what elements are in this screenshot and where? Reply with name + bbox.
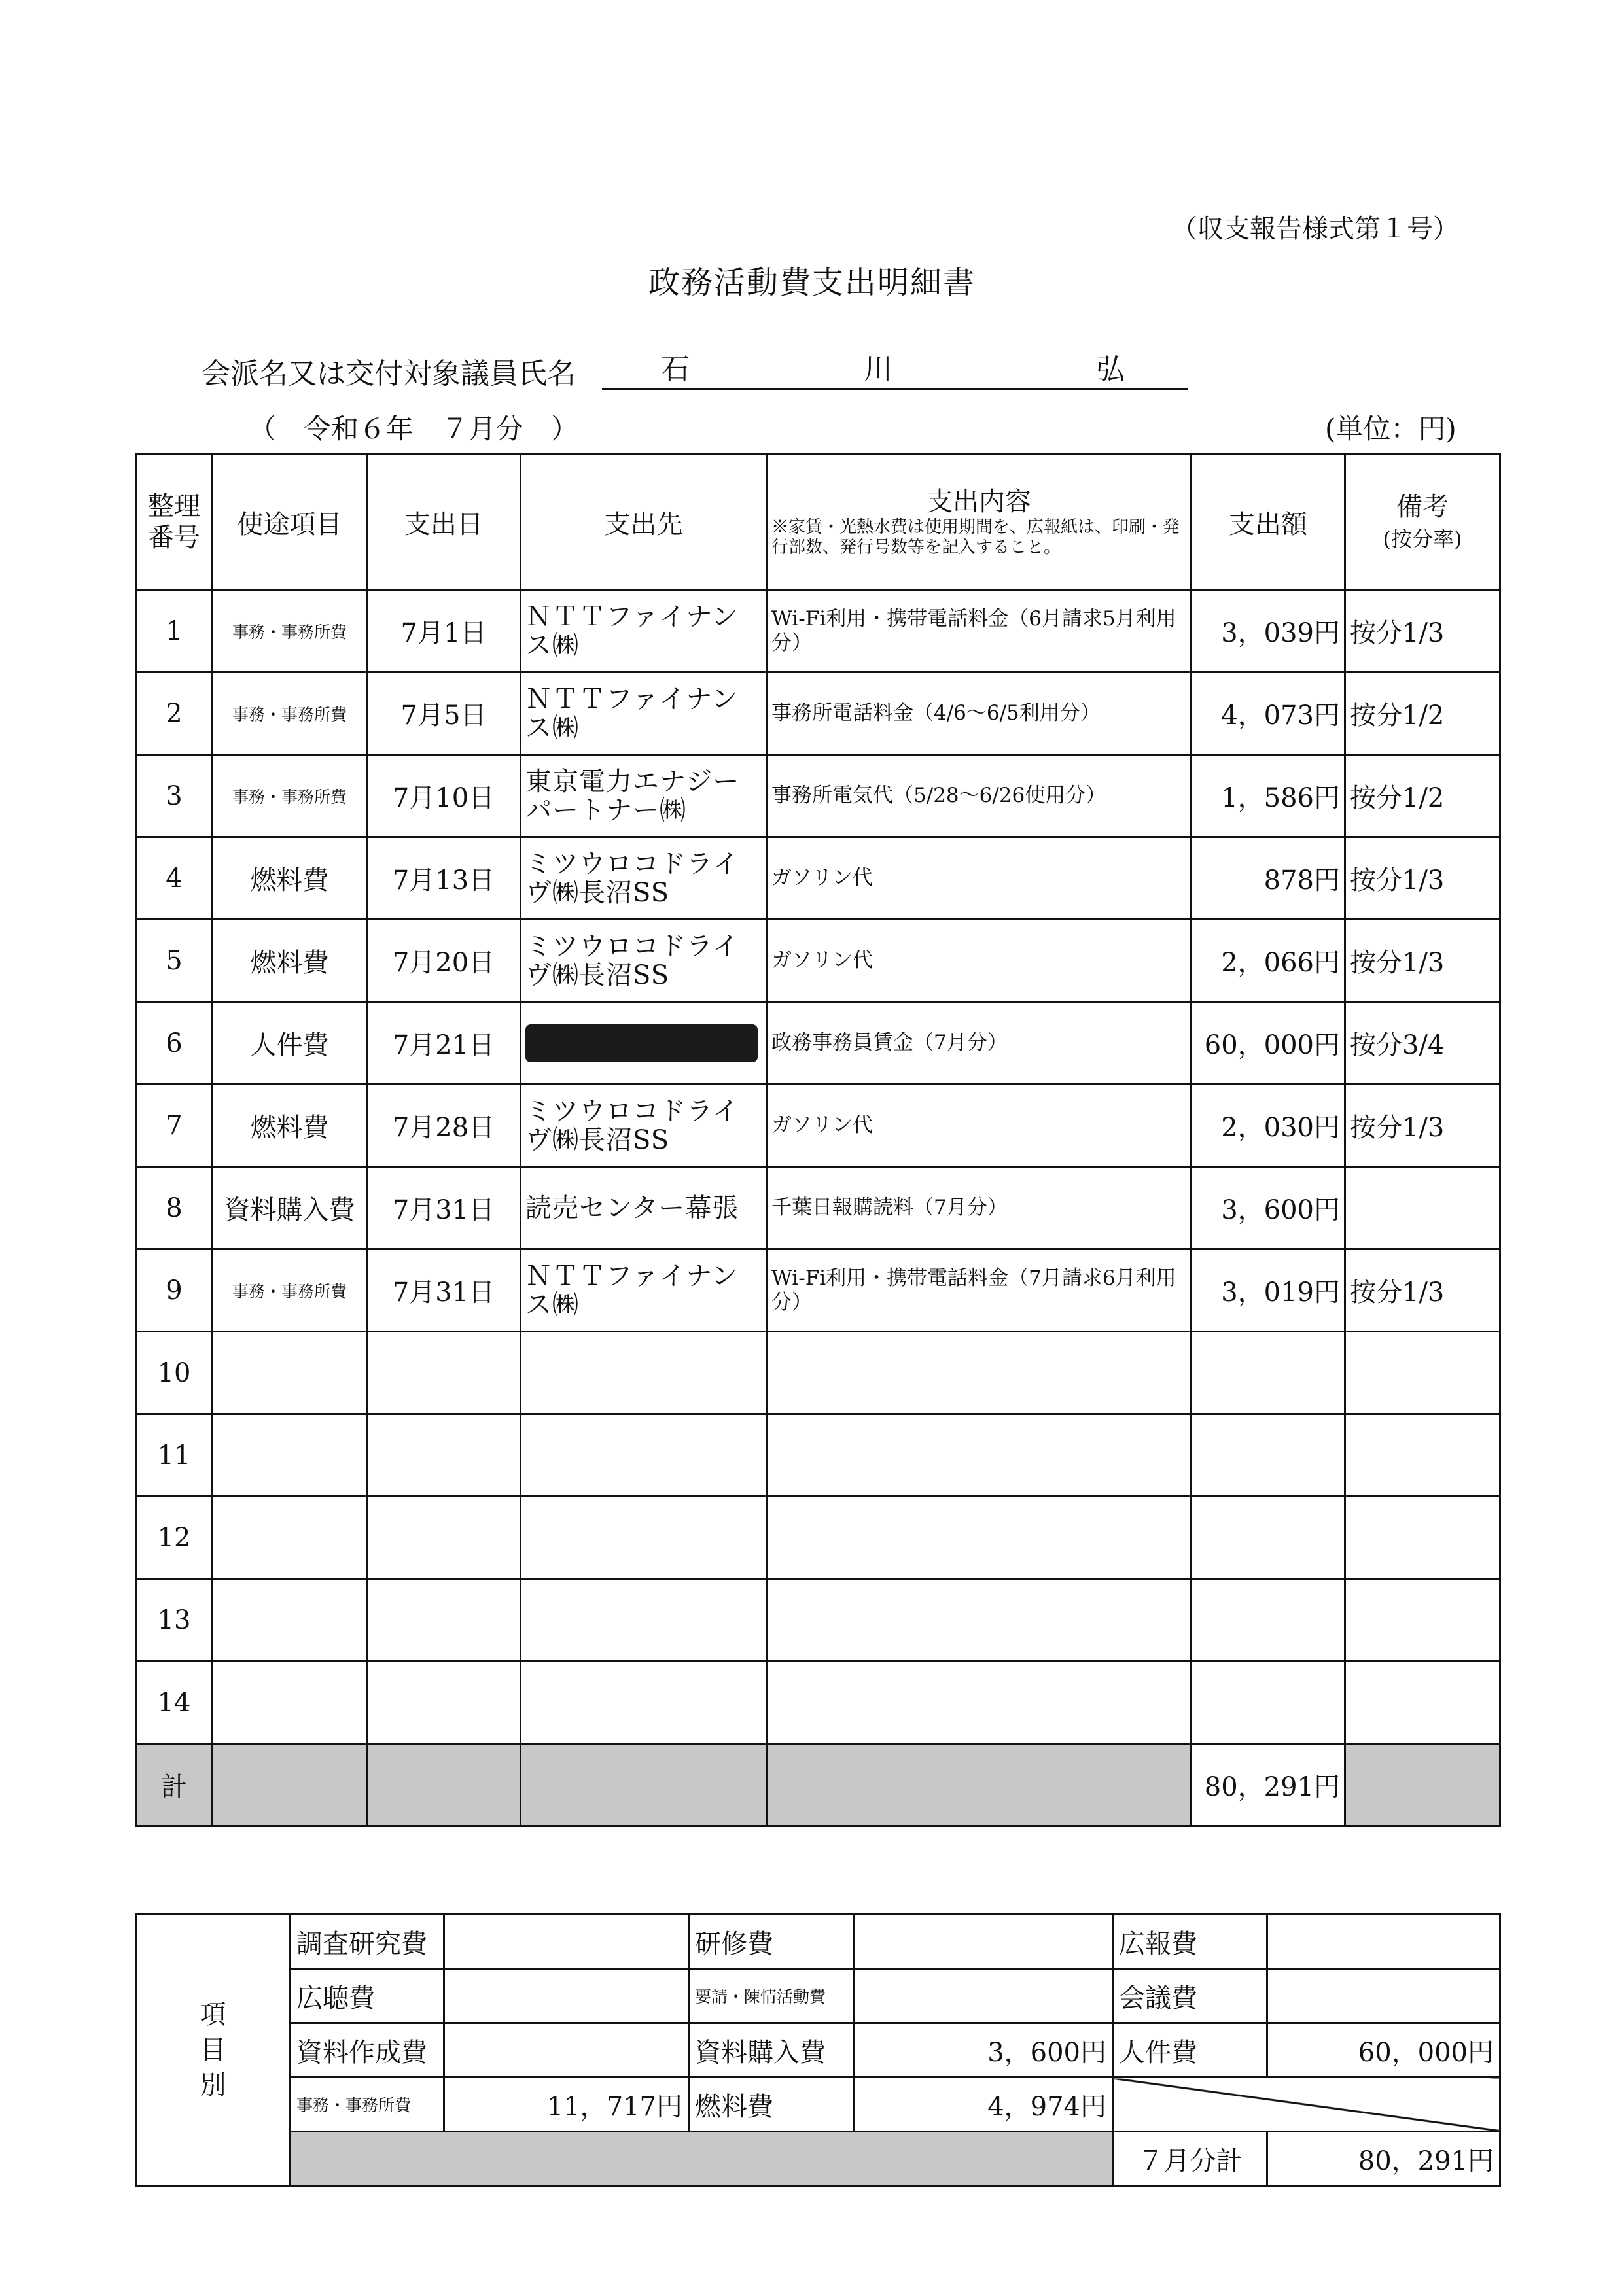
- table-row: [136, 672, 1500, 755]
- office-value: 11，717円: [444, 2078, 689, 2132]
- row-date: [367, 1579, 521, 1661]
- row-category: 燃料費: [213, 837, 367, 920]
- table-row: [136, 1497, 1500, 1579]
- row-no: 2: [136, 672, 213, 755]
- row-date: [367, 1497, 521, 1579]
- report-period: （ 令和６年 ７月分 ）: [249, 413, 579, 445]
- member-name-underline: [602, 388, 1188, 390]
- row-content: [767, 1497, 1192, 1579]
- row-amount: 3，600円: [1192, 1167, 1345, 1249]
- row-category: [213, 1414, 367, 1497]
- material-creation-label: 資料作成費: [291, 2023, 444, 2078]
- row-content: Wi-Fi利用・携帯電話料金（7月請求6月利用分）: [767, 1249, 1192, 1332]
- row-date: 7月31日: [367, 1249, 521, 1332]
- row-amount: 2，066円: [1192, 920, 1345, 1002]
- row-content: [767, 1579, 1192, 1661]
- row-no: 1: [136, 590, 213, 672]
- table-row: [136, 837, 1500, 920]
- row-payee: ミツウロコドライヴ㈱長沼SS: [521, 1085, 767, 1167]
- row-payee: [521, 1002, 767, 1085]
- table-row: [136, 1085, 1500, 1167]
- header-amount: 支出額: [1192, 455, 1345, 590]
- fuel-label: 燃料費: [689, 2078, 854, 2132]
- row-amount: [1192, 1661, 1345, 1744]
- row-category: 事務・事務所費: [213, 590, 367, 672]
- page-title: 政務活動費支出明細書: [648, 264, 976, 301]
- row-date: [367, 1414, 521, 1497]
- row-date: 7月10日: [367, 755, 521, 837]
- summary-row: [136, 1969, 1500, 2023]
- row-amount: [1192, 1497, 1345, 1579]
- row-payee: ＮＴＴファイナンス㈱: [521, 590, 767, 672]
- category-summary-table: [135, 1913, 1501, 2187]
- row-no: 7: [136, 1085, 213, 1167]
- member-label: 会派名又は交付対象議員氏名: [202, 357, 576, 391]
- table-row: [136, 920, 1500, 1002]
- petition-label: 要請・陳情活動費: [689, 1969, 854, 2023]
- summary-side-label: [136, 1915, 291, 2186]
- row-note: [1345, 1332, 1500, 1414]
- month-total-label: ７月分計: [1113, 2132, 1267, 2186]
- row-payee: ミツウロコドライヴ㈱長沼SS: [521, 920, 767, 1002]
- row-no: 4: [136, 837, 213, 920]
- row-content: [767, 1332, 1192, 1414]
- row-no: 13: [136, 1579, 213, 1661]
- row-category: 燃料費: [213, 920, 367, 1002]
- expense-table: [135, 453, 1501, 1827]
- row-content: [767, 1414, 1192, 1497]
- total-empty: [521, 1744, 767, 1826]
- office-label: 事務・事務所費: [291, 2078, 444, 2132]
- row-no: 3: [136, 755, 213, 837]
- header-no-label: 整理番号: [148, 491, 200, 553]
- header-category: 使途項目: [213, 455, 367, 590]
- total-row: [136, 1744, 1500, 1826]
- hearing-label: 広聴費: [291, 1969, 444, 2023]
- member-name-char: 弘: [1096, 353, 1125, 386]
- row-payee: [521, 1579, 767, 1661]
- row-payee: ＮＴＴファイナンス㈱: [521, 672, 767, 755]
- row-note: [1345, 1167, 1500, 1249]
- row-note: [1345, 1661, 1500, 1744]
- row-content: 事務所電気代（5/28～6/26使用分）: [767, 755, 1192, 837]
- row-payee: [521, 1332, 767, 1414]
- row-note: 按分1/3: [1345, 1249, 1500, 1332]
- row-payee: ＮＴＴファイナンス㈱: [521, 1249, 767, 1332]
- row-date: 7月31日: [367, 1167, 521, 1249]
- header-note-title: 備考: [1396, 492, 1449, 522]
- material-purchase-value: 3，600円: [854, 2023, 1113, 2078]
- table-row: [136, 1167, 1500, 1249]
- row-amount: 4，073円: [1192, 672, 1345, 755]
- row-no: 9: [136, 1249, 213, 1332]
- row-category: 事務・事務所費: [213, 755, 367, 837]
- total-empty: [1345, 1744, 1500, 1826]
- table-row: [136, 1332, 1500, 1414]
- meeting-value: [1267, 1969, 1500, 2023]
- row-category: 事務・事務所費: [213, 672, 367, 755]
- research-label: 調査研究費: [291, 1915, 444, 1969]
- member-name-char: 川: [864, 353, 892, 386]
- row-amount: 3，039円: [1192, 590, 1345, 672]
- row-content: ガソリン代: [767, 920, 1192, 1002]
- table-row: [136, 1414, 1500, 1497]
- summary-shaded-cell: [291, 2132, 1113, 2186]
- summary-row: [136, 2078, 1500, 2132]
- row-amount: 2，030円: [1192, 1085, 1345, 1167]
- table-row: [136, 590, 1500, 672]
- pr-label: 広報費: [1113, 1915, 1267, 1969]
- row-amount: 1，586円: [1192, 755, 1345, 837]
- petition-value: [854, 1969, 1113, 2023]
- meeting-label: 会議費: [1113, 1969, 1267, 2023]
- table-row: [136, 1579, 1500, 1661]
- personnel-label: 人件費: [1113, 2023, 1267, 2078]
- row-amount: [1192, 1414, 1345, 1497]
- row-content: Wi-Fi利用・携帯電話料金（6月請求5月利用分）: [767, 590, 1192, 672]
- row-payee: [521, 1497, 767, 1579]
- row-date: 7月20日: [367, 920, 521, 1002]
- row-amount: 60，000円: [1192, 1002, 1345, 1085]
- row-note: 按分1/3: [1345, 837, 1500, 920]
- row-amount: [1192, 1332, 1345, 1414]
- summary-row: [136, 2023, 1500, 2078]
- row-category: 事務・事務所費: [213, 1249, 367, 1332]
- row-category: [213, 1579, 367, 1661]
- training-value: [854, 1915, 1113, 1969]
- row-note: [1345, 1414, 1500, 1497]
- row-note: 按分1/2: [1345, 672, 1500, 755]
- row-no: 14: [136, 1661, 213, 1744]
- total-empty: [367, 1744, 521, 1826]
- row-payee: [521, 1414, 767, 1497]
- row-category: [213, 1332, 367, 1414]
- research-value: [444, 1915, 689, 1969]
- row-payee: 読売センター幕張: [521, 1167, 767, 1249]
- row-category: 人件費: [213, 1002, 367, 1085]
- row-date: [367, 1661, 521, 1744]
- row-content: ガソリン代: [767, 1085, 1192, 1167]
- total-amount: 80，291円: [1192, 1744, 1345, 1826]
- row-date: 7月13日: [367, 837, 521, 920]
- table-row: [136, 1002, 1500, 1085]
- form-number: （収支報告様式第１号）: [1171, 214, 1459, 244]
- material-purchase-label: 資料購入費: [689, 2023, 854, 2078]
- row-category: 燃料費: [213, 1085, 367, 1167]
- row-date: 7月28日: [367, 1085, 521, 1167]
- row-content: ガソリン代: [767, 837, 1192, 920]
- row-date: 7月21日: [367, 1002, 521, 1085]
- member-name: [602, 345, 1188, 385]
- total-label: 計: [136, 1744, 213, 1826]
- summary-total-row: [136, 2132, 1500, 2186]
- summary-side-text: 項目別: [200, 2000, 226, 2100]
- row-payee: 東京電力エナジーパートナー㈱: [521, 755, 767, 837]
- row-content: 事務所電話料金（4/6～6/5利用分）: [767, 672, 1192, 755]
- row-category: [213, 1661, 367, 1744]
- row-note: 按分1/3: [1345, 1085, 1500, 1167]
- table-row: [136, 1249, 1500, 1332]
- diagonal-empty-cell: [1113, 2078, 1500, 2132]
- row-payee: ミツウロコドライヴ㈱長沼SS: [521, 837, 767, 920]
- total-empty: [213, 1744, 367, 1826]
- row-note: [1345, 1579, 1500, 1661]
- month-total-value: 80，291円: [1267, 2132, 1500, 2186]
- row-no: 5: [136, 920, 213, 1002]
- row-no: 12: [136, 1497, 213, 1579]
- expense-rows: [136, 590, 1500, 1744]
- row-content: 政務事務員賃金（7月分）: [767, 1002, 1192, 1085]
- hearing-value: [444, 1969, 689, 2023]
- row-amount: 878円: [1192, 837, 1345, 920]
- total-empty: [767, 1744, 1192, 1826]
- header-no: [136, 455, 213, 590]
- row-note: 按分1/2: [1345, 755, 1500, 837]
- row-note: [1345, 1497, 1500, 1579]
- fuel-value: 4，974円: [854, 2078, 1113, 2132]
- material-creation-value: [444, 2023, 689, 2078]
- pr-value: [1267, 1915, 1500, 1969]
- header-date: 支出日: [367, 455, 521, 590]
- header-note: [1345, 455, 1500, 590]
- row-no: 10: [136, 1332, 213, 1414]
- header-content-title: 支出内容: [927, 487, 1031, 517]
- row-note: 按分1/3: [1345, 920, 1500, 1002]
- row-category: 資料購入費: [213, 1167, 367, 1249]
- row-amount: 3，019円: [1192, 1249, 1345, 1332]
- row-category: [213, 1497, 367, 1579]
- redaction-block: [525, 1024, 758, 1062]
- row-amount: [1192, 1579, 1345, 1661]
- row-no: 11: [136, 1414, 213, 1497]
- row-no: 8: [136, 1167, 213, 1249]
- header-content-note: ※家賃・光熱水費は使用期間を、広報紙は、印刷・発行部数、発行号数等を記入すること。: [771, 517, 1180, 557]
- header-payee: 支出先: [521, 455, 767, 590]
- row-content: 千葉日報購読料（7月分）: [767, 1167, 1192, 1249]
- row-note: 按分3/4: [1345, 1002, 1500, 1085]
- member-name-char: 石: [661, 353, 690, 386]
- row-date: [367, 1332, 521, 1414]
- row-no: 6: [136, 1002, 213, 1085]
- table-row: [136, 755, 1500, 837]
- row-date: 7月1日: [367, 590, 521, 672]
- table-row: [136, 1661, 1500, 1744]
- row-date: 7月5日: [367, 672, 521, 755]
- unit-label: (単位：円): [1325, 413, 1456, 445]
- row-content: [767, 1661, 1192, 1744]
- row-payee: [521, 1661, 767, 1744]
- header-content: [767, 455, 1192, 590]
- table-header-row: [136, 455, 1500, 590]
- personnel-value: 60，000円: [1267, 2023, 1500, 2078]
- header-note-sub: (按分率): [1383, 527, 1462, 551]
- summary-row: [136, 1915, 1500, 1969]
- row-note: 按分1/3: [1345, 590, 1500, 672]
- training-label: 研修費: [689, 1915, 854, 1969]
